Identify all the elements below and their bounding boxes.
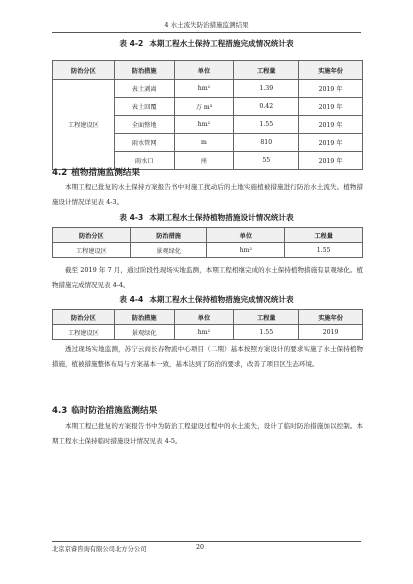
year-cell: 2019 年 bbox=[299, 116, 363, 134]
year-cell: 2019 年 bbox=[299, 98, 363, 116]
table-header-row bbox=[53, 310, 363, 325]
measure-cell: 景观绿化 bbox=[114, 325, 174, 340]
table-4-2 bbox=[52, 60, 363, 170]
table-4-3 bbox=[52, 227, 363, 258]
qty-cell: 0.42 bbox=[234, 98, 299, 116]
table-4-2-caption bbox=[0, 38, 413, 49]
header-cell: 防治分区 bbox=[53, 61, 115, 80]
unit-cell: 座 bbox=[174, 152, 234, 170]
paragraph: 透过现场实地监测，苏宁云商长春物流中心项目（二期）基本按照方案设计的要求实施了水土保持植物措施，植被措施整体布局与方案基本一致，基本达到了防治的要求，改善了项目区生态环境。 bbox=[52, 345, 363, 368]
page-number: 20 bbox=[196, 544, 205, 551]
qty-cell: 55 bbox=[234, 152, 299, 170]
year-cell: 2019 年 bbox=[299, 152, 363, 170]
header-text: 4 水土流失防治措施监测结果 bbox=[164, 21, 249, 29]
section-heading-4-2 bbox=[52, 166, 140, 178]
year-cell: 2019 年 bbox=[299, 80, 363, 98]
header-cell: 单位 bbox=[174, 61, 234, 80]
paragraph: 本期工程已批复的水土保持方案报告书中对施工扰动后的土地实施植被措施进行防治水土流失。植物措施设计情况详见表 4-3。 bbox=[52, 183, 363, 206]
qty-cell: 1.39 bbox=[234, 80, 299, 98]
measure-cell: 全面整地 bbox=[114, 116, 174, 134]
header-cell: 防治措施 bbox=[114, 310, 174, 325]
qty-cell: 810 bbox=[234, 134, 299, 152]
header-cell: 工程量 bbox=[285, 228, 363, 243]
measure-cell: 景观绿化 bbox=[130, 243, 207, 258]
section-number: 4.3 bbox=[52, 406, 68, 416]
unit-cell: 万 m³ bbox=[174, 98, 234, 116]
table-row bbox=[53, 325, 363, 340]
section-title: 植物措施监测结果 bbox=[71, 168, 140, 178]
section-number: 4.2 bbox=[52, 168, 68, 178]
unit-cell: hm² bbox=[174, 80, 234, 98]
footer-company: 北京京睿咨询有限公司北方分公司 bbox=[52, 546, 147, 553]
year-cell: 2019 年 bbox=[299, 134, 363, 152]
header-cell: 工程量 bbox=[234, 61, 299, 80]
page-header bbox=[52, 20, 361, 33]
table-4-4-caption bbox=[0, 294, 413, 305]
unit-cell: hm² bbox=[207, 243, 285, 258]
header-cell: 防治措施 bbox=[114, 61, 174, 80]
year-cell: 2019 bbox=[299, 325, 363, 340]
measure-cell: 雨水口 bbox=[114, 152, 174, 170]
table-header-row bbox=[53, 228, 363, 243]
unit-cell: m bbox=[174, 134, 234, 152]
header-cell: 防治分区 bbox=[53, 310, 115, 325]
table-title: 本期工程水土保持植物措施完成情况统计表 bbox=[149, 295, 294, 304]
header-cell: 实施年份 bbox=[299, 61, 363, 80]
qty-cell: 1.55 bbox=[285, 243, 363, 258]
section-heading-4-3 bbox=[52, 404, 157, 416]
table-4-3-caption bbox=[0, 212, 413, 223]
paragraph: 本期工程已批复的方案报告书中为防治工程建设过程中的水土流失，设计了临时防治措施加以控制。本期工程水土保持临时措施设计情况见表 4-5。 bbox=[52, 422, 363, 445]
header-cell: 防治分区 bbox=[53, 228, 131, 243]
table-title: 本期工程水土保持植物措施设计情况统计表 bbox=[149, 213, 294, 222]
table-number: 表 4-2 bbox=[119, 39, 144, 48]
section-title: 临时防治措施监测结果 bbox=[71, 406, 158, 416]
zone-cell: 工程建设区 bbox=[53, 325, 115, 340]
table-number: 表 4-3 bbox=[119, 213, 144, 222]
qty-cell: 1.55 bbox=[234, 325, 299, 340]
table-row bbox=[53, 243, 363, 258]
unit-cell: hm² bbox=[174, 116, 234, 134]
paragraph: 截至 2019 年 7 月，通过阶段性现场实地监测，本期工程相继完成的水土保持植物措施有景观绿化。植物措施完成情况见表 4-4。 bbox=[52, 266, 363, 289]
qty-cell: 1.55 bbox=[234, 116, 299, 134]
header-cell: 单位 bbox=[174, 310, 234, 325]
header-cell: 防治措施 bbox=[130, 228, 207, 243]
unit-cell: hm² bbox=[174, 325, 234, 340]
measure-cell: 雨水管网 bbox=[114, 134, 174, 152]
header-cell: 工程量 bbox=[234, 310, 299, 325]
zone-cell: 工程建设区 bbox=[53, 243, 131, 258]
measure-cell: 表土剥离 bbox=[114, 80, 174, 98]
measure-cell: 表土回覆 bbox=[114, 98, 174, 116]
table-row bbox=[53, 80, 363, 98]
zone-cell: 工程建设区 bbox=[53, 80, 115, 170]
page-footer bbox=[52, 541, 361, 553]
table-header-row bbox=[53, 61, 363, 80]
table-title: 本期工程水土保持工程措施完成情况统计表 bbox=[149, 39, 294, 48]
header-cell: 单位 bbox=[207, 228, 285, 243]
table-number: 表 4-4 bbox=[119, 295, 144, 304]
table-4-4 bbox=[52, 309, 363, 340]
header-cell: 实施年份 bbox=[299, 310, 363, 325]
